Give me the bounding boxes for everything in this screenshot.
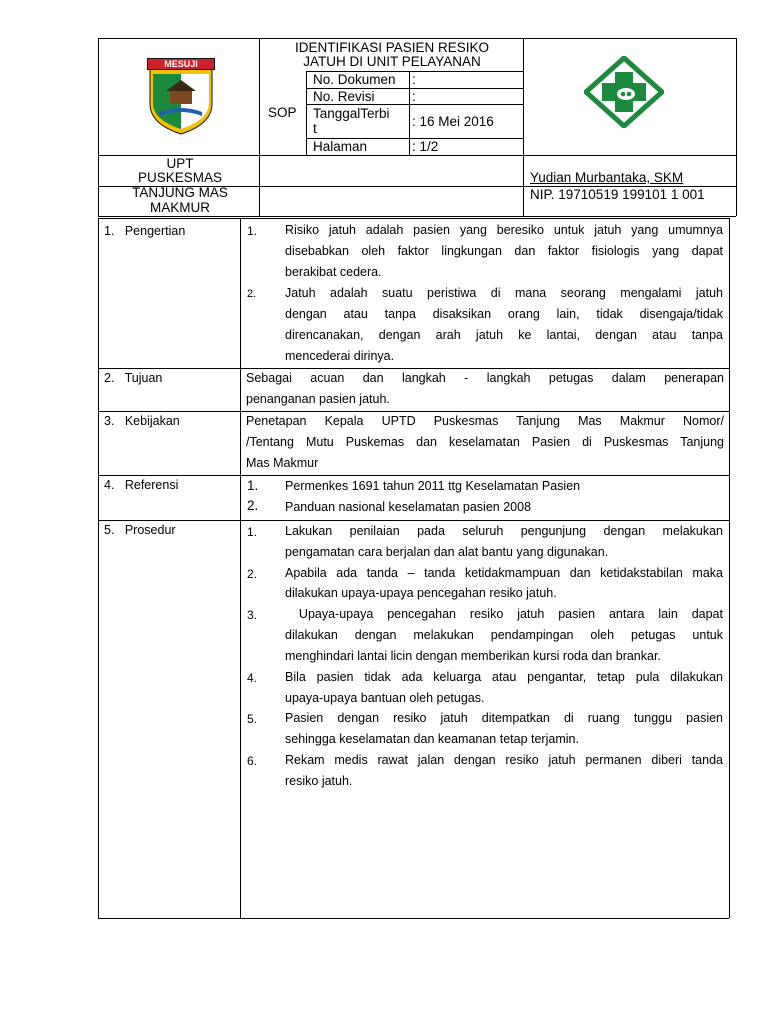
pengertian-item-2-line-3: direncanakan, dengan arah jatuh ke lantai, dengan atau tanpa <box>285 328 723 342</box>
prosedur-item-1-line-1: Lakukan penilaian pada seluruh pengunjung dengan melakukan <box>285 524 723 538</box>
org-name-line-3: TANJUNG MAS <box>132 185 228 200</box>
meta-value-halaman: : 1/2 <box>412 139 439 154</box>
puskesmas-logo <box>584 56 664 128</box>
signer-nip: NIP. 19710519 199101 1 001 <box>530 187 705 202</box>
document-title-line-2: JATUH DI UNIT PELAYANAN <box>303 54 481 69</box>
meta-label-halaman: Halaman <box>313 139 368 154</box>
kebijakan-line-1: Penetapan Kepala UPTD Puskesmas Tanjung Mas Makmur Nomor/ <box>246 414 724 428</box>
referensi-item-2-text: Panduan nasional keselamatan pasien 2008 <box>285 500 532 514</box>
meta-table-bottom <box>306 155 523 156</box>
header-top-border <box>98 38 736 39</box>
tujuan-line-1: Sebagai acuan dan langkah - langkah petugas dalam penerapan <box>246 371 724 385</box>
prosedur-item-6-number: 6. <box>247 754 258 768</box>
referensi-item-2-number: 2. <box>247 498 259 513</box>
prosedur-item-1-line-2: pengamatan cara berjalan dan alat bantu yang digunakan. <box>285 545 609 559</box>
section-label-pengertian: 1. Pengertian <box>104 224 186 238</box>
sop-label: SOP <box>268 105 297 120</box>
section-label-tujuan: 2. Tujuan <box>104 371 163 385</box>
pengertian-item-2-line-2: dengan atau tanpa disaksikan orang lain, tidak disengaja/tidak <box>285 307 723 321</box>
section-label-kebijakan: 3. Kebijakan <box>104 414 180 428</box>
prosedur-item-5-number: 5. <box>247 712 258 726</box>
pengertian-item-2-number: 2. <box>247 288 257 300</box>
meta-label-dokumen: No. Dokumen <box>313 72 396 87</box>
prosedur-item-4-number: 4. <box>247 671 258 685</box>
pengertian-item-1-line-2: disebabkan oleh faktor lingkungan dan faktor fisiologis yang dapat <box>285 244 723 258</box>
header-left-border <box>98 38 99 216</box>
meta-left-border <box>306 71 307 155</box>
meta-value-divider <box>409 71 410 155</box>
meta-value-revisi: : <box>412 89 416 104</box>
header-right-border <box>736 38 737 216</box>
header-col-divider-2 <box>523 38 524 216</box>
body-top-border <box>98 218 729 219</box>
prosedur-item-6-line-2: resiko jatuh. <box>285 774 353 788</box>
org-name-line-4: MAKMUR <box>150 200 210 215</box>
body-right-border <box>729 218 730 918</box>
referensi-item-1-text: Permenkes 1691 tahun 2011 ttg Keselamatan Pasien <box>285 479 581 493</box>
prosedur-item-4-line-1: Bila pasien tidak ada keluarga atau pengantar, tetap pula dilakukan <box>285 670 723 684</box>
document-title-line-1: IDENTIFIKASI PASIEN RESIKO <box>294 40 490 55</box>
prosedur-item-2-number: 2. <box>247 567 258 581</box>
tujuan-line-2: penanganan pasien jatuh. <box>246 392 390 406</box>
prosedur-item-3-number: 3. <box>247 608 258 622</box>
referensi-item-1-number: 1. <box>247 478 259 493</box>
prosedur-item-2-line-2: dilakukan upaya-upaya pencegahan resiko jatuh. <box>285 586 557 600</box>
section-label-prosedur: 5. Prosedur <box>104 523 176 537</box>
prosedur-item-5-line-1: Pasien dengan resiko jatuh ditempatkan di ruang tunggu pasien <box>285 711 723 725</box>
meta-value-tanggal: : 16 Mei 2016 <box>412 114 494 129</box>
pengertian-item-2-line-4: mencederai dirinya. <box>285 349 395 363</box>
meta-label-revisi: No. Revisi <box>313 89 375 104</box>
mesuji-logo-text: MESUJI <box>164 59 198 69</box>
header-bottom-border <box>98 216 736 217</box>
prosedur-item-6-line-1: Rekam medis rawat jalan dengan resiko jatuh permanen diberi tanda <box>285 753 723 767</box>
prosedur-item-3-line-3: menghindari lantai licin dengan memberikan kursi roda dan brankar. <box>285 649 661 663</box>
kebijakan-line-2: /Tentang Mutu Puskemas dan keselamatan Pasien di Puskesmas Tanjung <box>246 435 724 449</box>
meta-label-tanggal-line-2: t <box>313 121 317 136</box>
body-left-border <box>98 218 99 918</box>
meta-value-dokumen: : <box>412 72 416 87</box>
section-label-referensi: 4. Referensi <box>104 478 179 492</box>
header-col-divider-1 <box>259 38 260 216</box>
org-name-line-1: UPT <box>166 156 194 171</box>
meta-row-line-2 <box>306 104 523 105</box>
meta-label-tanggal-line-1: TanggalTerbi <box>313 106 390 121</box>
pengertian-item-1-line-1: Risiko jatuh adalah pasien yang beresiko untuk jatuh yang umumnya <box>285 223 723 237</box>
pengertian-item-2-line-1: Jatuh adalah suatu peristiwa di mana seorang mengalami jatuh <box>285 286 723 300</box>
prosedur-item-2-line-1: Apabila ada tanda – tanda ketidakmampuan dan ketidakstabilan maka <box>285 566 723 580</box>
pengertian-item-1-line-3: berakibat cedera. <box>285 265 382 279</box>
body-col-divider <box>240 218 241 918</box>
signer-name: Yudian Murbantaka, SKM <box>530 170 684 185</box>
kebijakan-line-3: Mas Makmur <box>246 456 319 470</box>
body-bottom-border <box>98 918 729 919</box>
pengertian-item-1-number: 1. <box>247 224 258 238</box>
prosedur-item-3-line-2: dilakukan dengan melakukan pendampingan oleh petugas untuk <box>285 628 723 642</box>
prosedur-item-1-number: 1. <box>247 525 258 539</box>
prosedur-item-5-line-2: sehingga keselamatan dan keamanan tetap terjamin. <box>285 732 579 746</box>
prosedur-item-3-line-1: Upaya-upaya pencegahan resiko jatuh pasien antara lain dapat <box>285 607 723 621</box>
prosedur-item-4-line-2: upaya-upaya bantuan oleh petugas. <box>285 691 485 705</box>
org-name-line-2: PUSKESMAS <box>137 170 223 185</box>
